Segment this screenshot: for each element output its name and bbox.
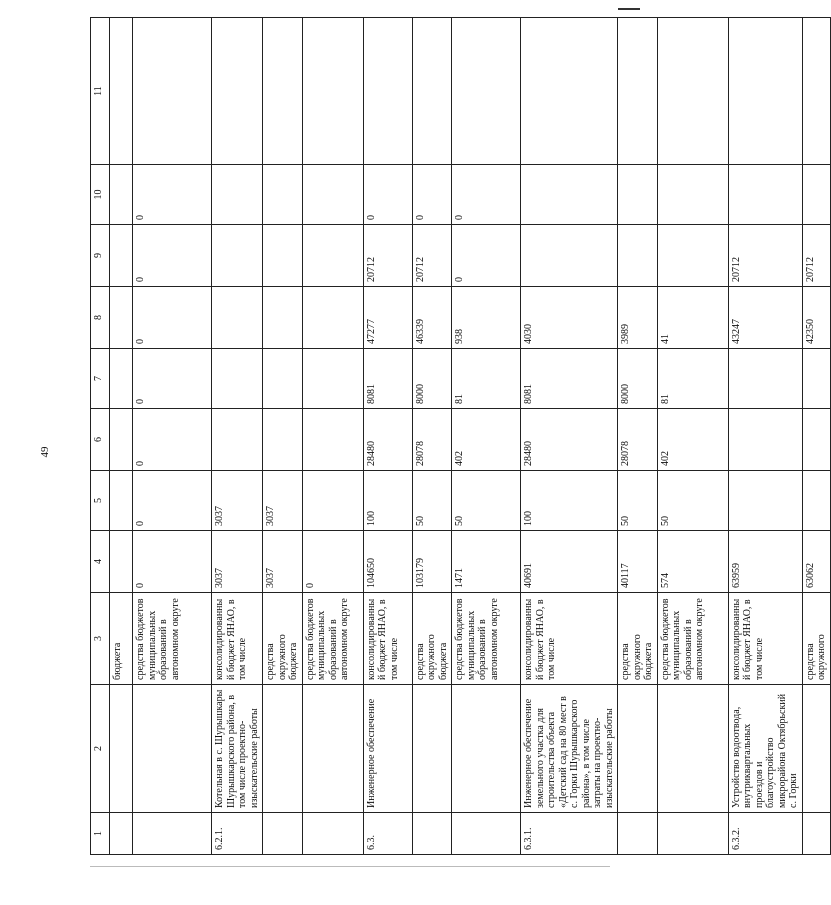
value-cell: 0: [363, 165, 412, 225]
value-cell: 20712: [802, 225, 830, 287]
budget-table: [90, 17, 831, 855]
value-cell: 20712: [363, 225, 412, 287]
header-cell: 7: [91, 349, 110, 409]
value-cell: 8081: [363, 349, 412, 409]
value-cell: [521, 165, 618, 225]
funding-source-cell: средства бюджетов муниципальных образований в автономном округе: [452, 593, 521, 685]
value-cell: 28078: [618, 409, 658, 471]
value-cell: 50: [452, 471, 521, 531]
value-cell: 3037: [263, 531, 303, 593]
value-cell: 100: [363, 471, 412, 531]
value-cell: 0: [133, 225, 212, 287]
value-cell: [302, 471, 363, 531]
value-cell: 20712: [412, 225, 452, 287]
value-cell: [657, 165, 728, 225]
value-cell: 20712: [728, 225, 802, 287]
value-cell: 0: [133, 287, 212, 349]
funding-source-cell: бюджета: [110, 593, 133, 685]
table-row: [212, 18, 263, 855]
funding-source-cell: консолидированный бюджет ЯНАО, в том числе: [363, 593, 412, 685]
item-name-cell: [618, 685, 658, 813]
value-cell: [452, 18, 521, 165]
num-cell: 6.3.1.: [521, 813, 618, 855]
value-cell: [802, 349, 830, 409]
value-cell: [212, 225, 263, 287]
value-cell: [302, 165, 363, 225]
table-row: [657, 18, 728, 855]
value-cell: 50: [412, 471, 452, 531]
value-cell: [521, 225, 618, 287]
value-cell: 8081: [521, 349, 618, 409]
value-cell: [728, 349, 802, 409]
num-cell: [110, 813, 133, 855]
value-cell: 40691: [521, 531, 618, 593]
item-name-cell: [412, 685, 452, 813]
value-cell: [110, 165, 133, 225]
value-cell: 47277: [363, 287, 412, 349]
value-cell: 3037: [212, 471, 263, 531]
header-cell: 3: [91, 593, 110, 685]
funding-source-cell: средства бюджетов муниципальных образований в автономном округе: [657, 593, 728, 685]
value-cell: [521, 18, 618, 165]
num-cell: [618, 813, 658, 855]
value-cell: [110, 471, 133, 531]
value-cell: [212, 349, 263, 409]
value-cell: [302, 225, 363, 287]
value-cell: 574: [657, 531, 728, 593]
num-cell: [263, 813, 303, 855]
value-cell: [802, 165, 830, 225]
value-cell: 40117: [618, 531, 658, 593]
funding-source-cell: средства бюджетов муниципальных образований в автономном округе: [133, 593, 212, 685]
table-row: [110, 18, 133, 855]
value-cell: 1471: [452, 531, 521, 593]
value-cell: [110, 531, 133, 593]
value-cell: 8000: [618, 349, 658, 409]
funding-source-cell: консолидированный бюджет ЯНАО, в том числе: [212, 593, 263, 685]
value-cell: [802, 18, 830, 165]
value-cell: 0: [133, 165, 212, 225]
value-cell: [133, 18, 212, 165]
funding-source-cell: консолидированный бюджет ЯНАО, в том числе: [521, 593, 618, 685]
value-cell: [110, 225, 133, 287]
value-cell: [728, 471, 802, 531]
header-cell: 11: [91, 18, 110, 165]
value-cell: 81: [452, 349, 521, 409]
value-cell: [263, 349, 303, 409]
value-cell: [302, 409, 363, 471]
item-name-cell: [452, 685, 521, 813]
value-cell: [263, 165, 303, 225]
item-name-cell: [133, 685, 212, 813]
num-cell: [802, 813, 830, 855]
value-cell: [212, 287, 263, 349]
value-cell: [802, 409, 830, 471]
value-cell: [110, 409, 133, 471]
header-cell: 2: [91, 685, 110, 813]
value-cell: 0: [133, 471, 212, 531]
value-cell: 42350: [802, 287, 830, 349]
value-cell: [728, 165, 802, 225]
table-row: [521, 18, 618, 855]
value-cell: 0: [452, 225, 521, 287]
num-cell: [133, 813, 212, 855]
value-cell: 0: [133, 531, 212, 593]
item-name-cell: Устройство водоотвода, внутриквартальных проездов и благоустройство микрорайона Октябрьский с. Горки: [728, 685, 802, 813]
table-row: [133, 18, 212, 855]
value-cell: [657, 225, 728, 287]
value-cell: 4030: [521, 287, 618, 349]
value-cell: 50: [657, 471, 728, 531]
value-cell: [263, 287, 303, 349]
value-cell: 0: [302, 531, 363, 593]
value-cell: 0: [133, 409, 212, 471]
value-cell: [363, 18, 412, 165]
value-cell: 63062: [802, 531, 830, 593]
value-cell: 100: [521, 471, 618, 531]
item-name-cell: [657, 685, 728, 813]
table-row: [618, 18, 658, 855]
value-cell: [212, 18, 263, 165]
scan-edge-line: [90, 866, 610, 867]
value-cell: 3989: [618, 287, 658, 349]
value-cell: 28480: [363, 409, 412, 471]
value-cell: [412, 18, 452, 165]
rotated-table-container: [90, 18, 827, 855]
scan-corner-mark: [618, 8, 640, 10]
value-cell: [212, 165, 263, 225]
value-cell: 103179: [412, 531, 452, 593]
value-cell: 63959: [728, 531, 802, 593]
item-name-cell: [263, 685, 303, 813]
table-row: [728, 18, 802, 855]
num-cell: [302, 813, 363, 855]
value-cell: 3037: [212, 531, 263, 593]
header-cell: 1: [91, 813, 110, 855]
value-cell: [657, 18, 728, 165]
num-cell: 6.3.: [363, 813, 412, 855]
value-cell: [110, 349, 133, 409]
value-cell: [302, 287, 363, 349]
num-cell: 6.3.2.: [728, 813, 802, 855]
item-name-cell: Котельная в с. Шурышкары Шурышкарского района, в том числе проектно-изыскательские работы: [212, 685, 263, 813]
item-name-cell: [110, 685, 133, 813]
value-cell: [263, 409, 303, 471]
item-name-cell: [302, 685, 363, 813]
value-cell: [728, 18, 802, 165]
num-cell: [452, 813, 521, 855]
value-cell: 0: [452, 165, 521, 225]
table-row: [452, 18, 521, 855]
value-cell: [618, 18, 658, 165]
value-cell: [302, 349, 363, 409]
value-cell: 50: [618, 471, 658, 531]
funding-source-cell: средства бюджетов муниципальных образований в автономном округе: [302, 593, 363, 685]
value-cell: 43247: [728, 287, 802, 349]
item-name-cell: Инженерное обеспечение земельного участка для строительства объекта «Детский сад на 80 мест в с. Горки Шурышкарского района», в том числе затраты на проектно-изыскательские работы: [521, 685, 618, 813]
header-cell: 8: [91, 287, 110, 349]
header-cell: 10: [91, 165, 110, 225]
value-cell: 81: [657, 349, 728, 409]
value-cell: [618, 225, 658, 287]
header-row: [91, 18, 110, 855]
value-cell: 28480: [521, 409, 618, 471]
value-cell: 104650: [363, 531, 412, 593]
table-row: [802, 18, 830, 855]
value-cell: 402: [452, 409, 521, 471]
header-cell: 6: [91, 409, 110, 471]
value-cell: 28078: [412, 409, 452, 471]
value-cell: [212, 409, 263, 471]
num-cell: [657, 813, 728, 855]
table-row: [263, 18, 303, 855]
item-name-cell: [802, 685, 830, 813]
table-row: [412, 18, 452, 855]
value-cell: 0: [133, 349, 212, 409]
page-number: 49: [39, 446, 51, 458]
value-cell: [110, 287, 133, 349]
header-cell: 4: [91, 531, 110, 593]
value-cell: [618, 165, 658, 225]
value-cell: [110, 18, 133, 165]
value-cell: [302, 18, 363, 165]
funding-source-cell: консолидированный бюджет ЯНАО, в том числе: [728, 593, 802, 685]
value-cell: 3037: [263, 471, 303, 531]
funding-source-cell: средства окружного: [802, 593, 830, 685]
header-cell: 9: [91, 225, 110, 287]
value-cell: 938: [452, 287, 521, 349]
value-cell: [263, 18, 303, 165]
value-cell: 402: [657, 409, 728, 471]
value-cell: 0: [412, 165, 452, 225]
funding-source-cell: средства окружного бюджета: [618, 593, 658, 685]
document-page: [90, 18, 827, 855]
header-cell: 5: [91, 471, 110, 531]
num-cell: [412, 813, 452, 855]
table-row: [302, 18, 363, 855]
table-row: [363, 18, 412, 855]
value-cell: [802, 471, 830, 531]
value-cell: 41: [657, 287, 728, 349]
value-cell: 46339: [412, 287, 452, 349]
value-cell: [263, 225, 303, 287]
item-name-cell: Инженерное обеспечение: [363, 685, 412, 813]
num-cell: 6.2.1.: [212, 813, 263, 855]
value-cell: [728, 409, 802, 471]
funding-source-cell: средства окружного бюджета: [412, 593, 452, 685]
funding-source-cell: средства окружного бюджета: [263, 593, 303, 685]
value-cell: 8000: [412, 349, 452, 409]
